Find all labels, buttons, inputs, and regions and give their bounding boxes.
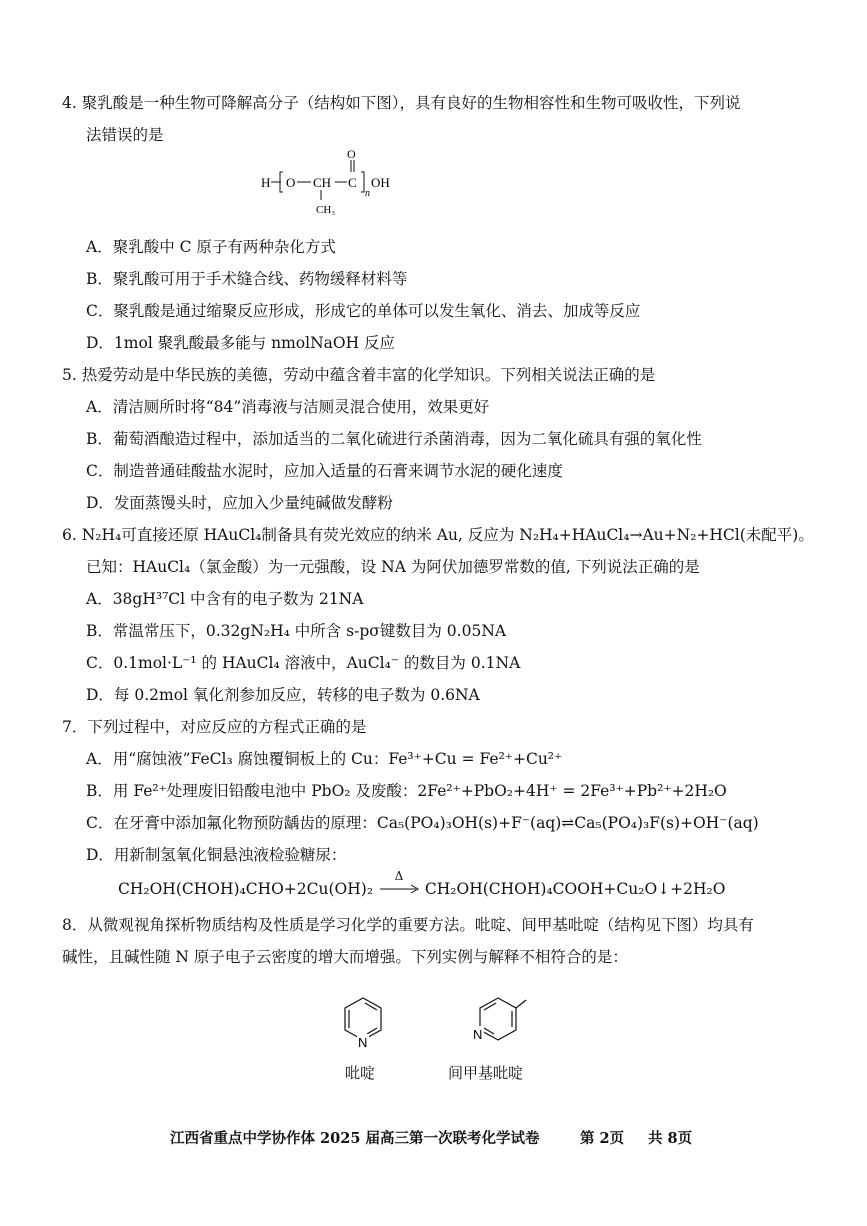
q4-option-d: D．1mol 聚乳酸最多能与 nmolNaOH 反应 (86, 334, 396, 352)
q8-stem-line2: 碱性，且碱性随 N 原子电子云密度的增大而增强。下列实例与解释不相符合的是： (62, 948, 628, 966)
struct-o: O (286, 175, 296, 190)
reaction-arrow-icon (378, 884, 420, 894)
polylactic-acid-structure (255, 146, 405, 216)
q7-eq-right: CH₂OH(CHOH)₄COOH+Cu₂O↓+2H₂O (424, 880, 726, 898)
struct-c: C (348, 175, 357, 190)
methylpyridine-structure (455, 994, 530, 1058)
q5-stem: 5. 热爱劳动是中华民族的美德，劳动中蕴含着丰富的化学知识。下列相关说法正确的是 (62, 366, 656, 384)
bracket-right (361, 172, 364, 192)
q6-option-c: C．0.1mol·L⁻¹ 的 HAuCl₄ 溶液中，AuCl₄⁻ 的数目为 0.1NA (86, 654, 521, 672)
q5-option-c: C．制造普通硅酸盐水泥时，应加入适量的石膏来调节水泥的硬化速度 (86, 462, 563, 480)
q5-option-b: B．葡萄酒酿造过程中，添加适当的二氧化硫进行杀菌消毒，因为二氧化硫具有强的氧化性 (86, 430, 702, 448)
q4-option-b: B．聚乳酸可用于手术缝合线、药物缓释材料等 (86, 270, 408, 288)
heat-arrow (378, 869, 420, 898)
q6-option-b: B．常温常压下，0.32gN₂H₄ 中所含 s-pσ键数目为 0.05NA (86, 622, 507, 640)
q5-option-d: D．发面蒸馒头时，应加入少量纯碱做发酵粉 (86, 494, 393, 512)
pyridine-label: 吡啶 (345, 1064, 376, 1082)
struct-ch: CH (313, 175, 332, 190)
q4-option-c: C．聚乳酸是通过缩聚反应形成，形成它的单体可以发生氧化、消去、加成等反应 (86, 302, 641, 320)
methylpyridine-n: N (473, 1027, 483, 1042)
q7-option-d: D．用新制氢氧化铜悬浊液检验糖尿： (86, 846, 347, 864)
struct-oh: OH (371, 175, 390, 190)
q4-option-a: A．聚乳酸中 C 原子有两种杂化方式 (86, 238, 336, 256)
q5-option-a: A．清洁厕所时将“84”消毒液与洁厕灵混合使用，效果更好 (86, 398, 490, 416)
q4-stem-line1: 4. 聚乳酸是一种生物可降解高分子（结构如下图），具有良好的生物相容性和生物可吸收性，下列说 (62, 94, 741, 112)
q7-eq-left: CH₂OH(CHOH)₄CHO+2Cu(OH)₂ (118, 880, 374, 898)
q7-option-a: A．用“腐蚀液”FeCl₃ 腐蚀覆铜板上的 Cu：Fe³⁺+Cu = Fe²⁺+Cu²⁺ (86, 750, 563, 768)
pyridine-n: N (358, 1035, 368, 1050)
bracket-left (280, 172, 283, 192)
q6-stem-line2: 已知：HAuCl₄（氯金酸）为一元强酸，设 NA 为阿伏加德罗常数的值, 下列说法正确的是 (86, 558, 700, 576)
struct-ch3: CH₃ (316, 204, 336, 216)
q6-stem-line1: 6. N₂H₄可直接还原 HAuCl₄制备具有荧光效应的纳米 Au, 反应为 N₂H₄+HAuCl₄→Au+N₂+HCl(未配平)。 (62, 526, 814, 544)
q6-option-a: A．38gH³⁷Cl 中含有的电子数为 21NA (86, 590, 364, 608)
footer-exam-title: 江西省重点中学协作体 2025 届高三第一次联考化学试卷 (170, 1130, 540, 1147)
footer-page-number: 第 2页 (580, 1130, 625, 1147)
q7-stem: 7．下列过程中，对应反应的方程式正确的是 (62, 718, 367, 736)
q4-stem-line2: 法错误的是 (86, 126, 164, 144)
q7-option-b: B．用 Fe²⁺处理废旧铅酸电池中 PbO₂ 及废酸：2Fe²⁺+PbO₂+4H⁺ = 2Fe³⁺+Pb²⁺+2H₂O (86, 782, 727, 800)
struct-carbonyl-o: O (347, 147, 356, 161)
methylpyridine-label: 间甲基吡啶 (448, 1064, 524, 1082)
q7-equation (118, 869, 726, 898)
q6-option-d: D．每 0.2mol 氧化剂参加反应，转移的电子数为 0.6NA (86, 686, 480, 704)
q8-stem-line1: 8．从微观视角探析物质结构及性质是学习化学的重要方法。吡啶、间甲基吡啶（结构见下图）均具有 (62, 916, 754, 934)
delta-symbol: Δ (394, 869, 404, 883)
q7-option-c: C．在牙膏中添加氟化物预防龋齿的原理：Ca₅(PO₄)₃OH(s)+F⁻(aq)⇌Ca₅(PO₄)₃F(s)+OH⁻(aq) (86, 814, 759, 832)
pyridine-structure (338, 994, 388, 1058)
struct-h: H (261, 175, 271, 190)
struct-n: n (365, 188, 370, 199)
footer-total-pages: 共 8页 (648, 1130, 693, 1147)
